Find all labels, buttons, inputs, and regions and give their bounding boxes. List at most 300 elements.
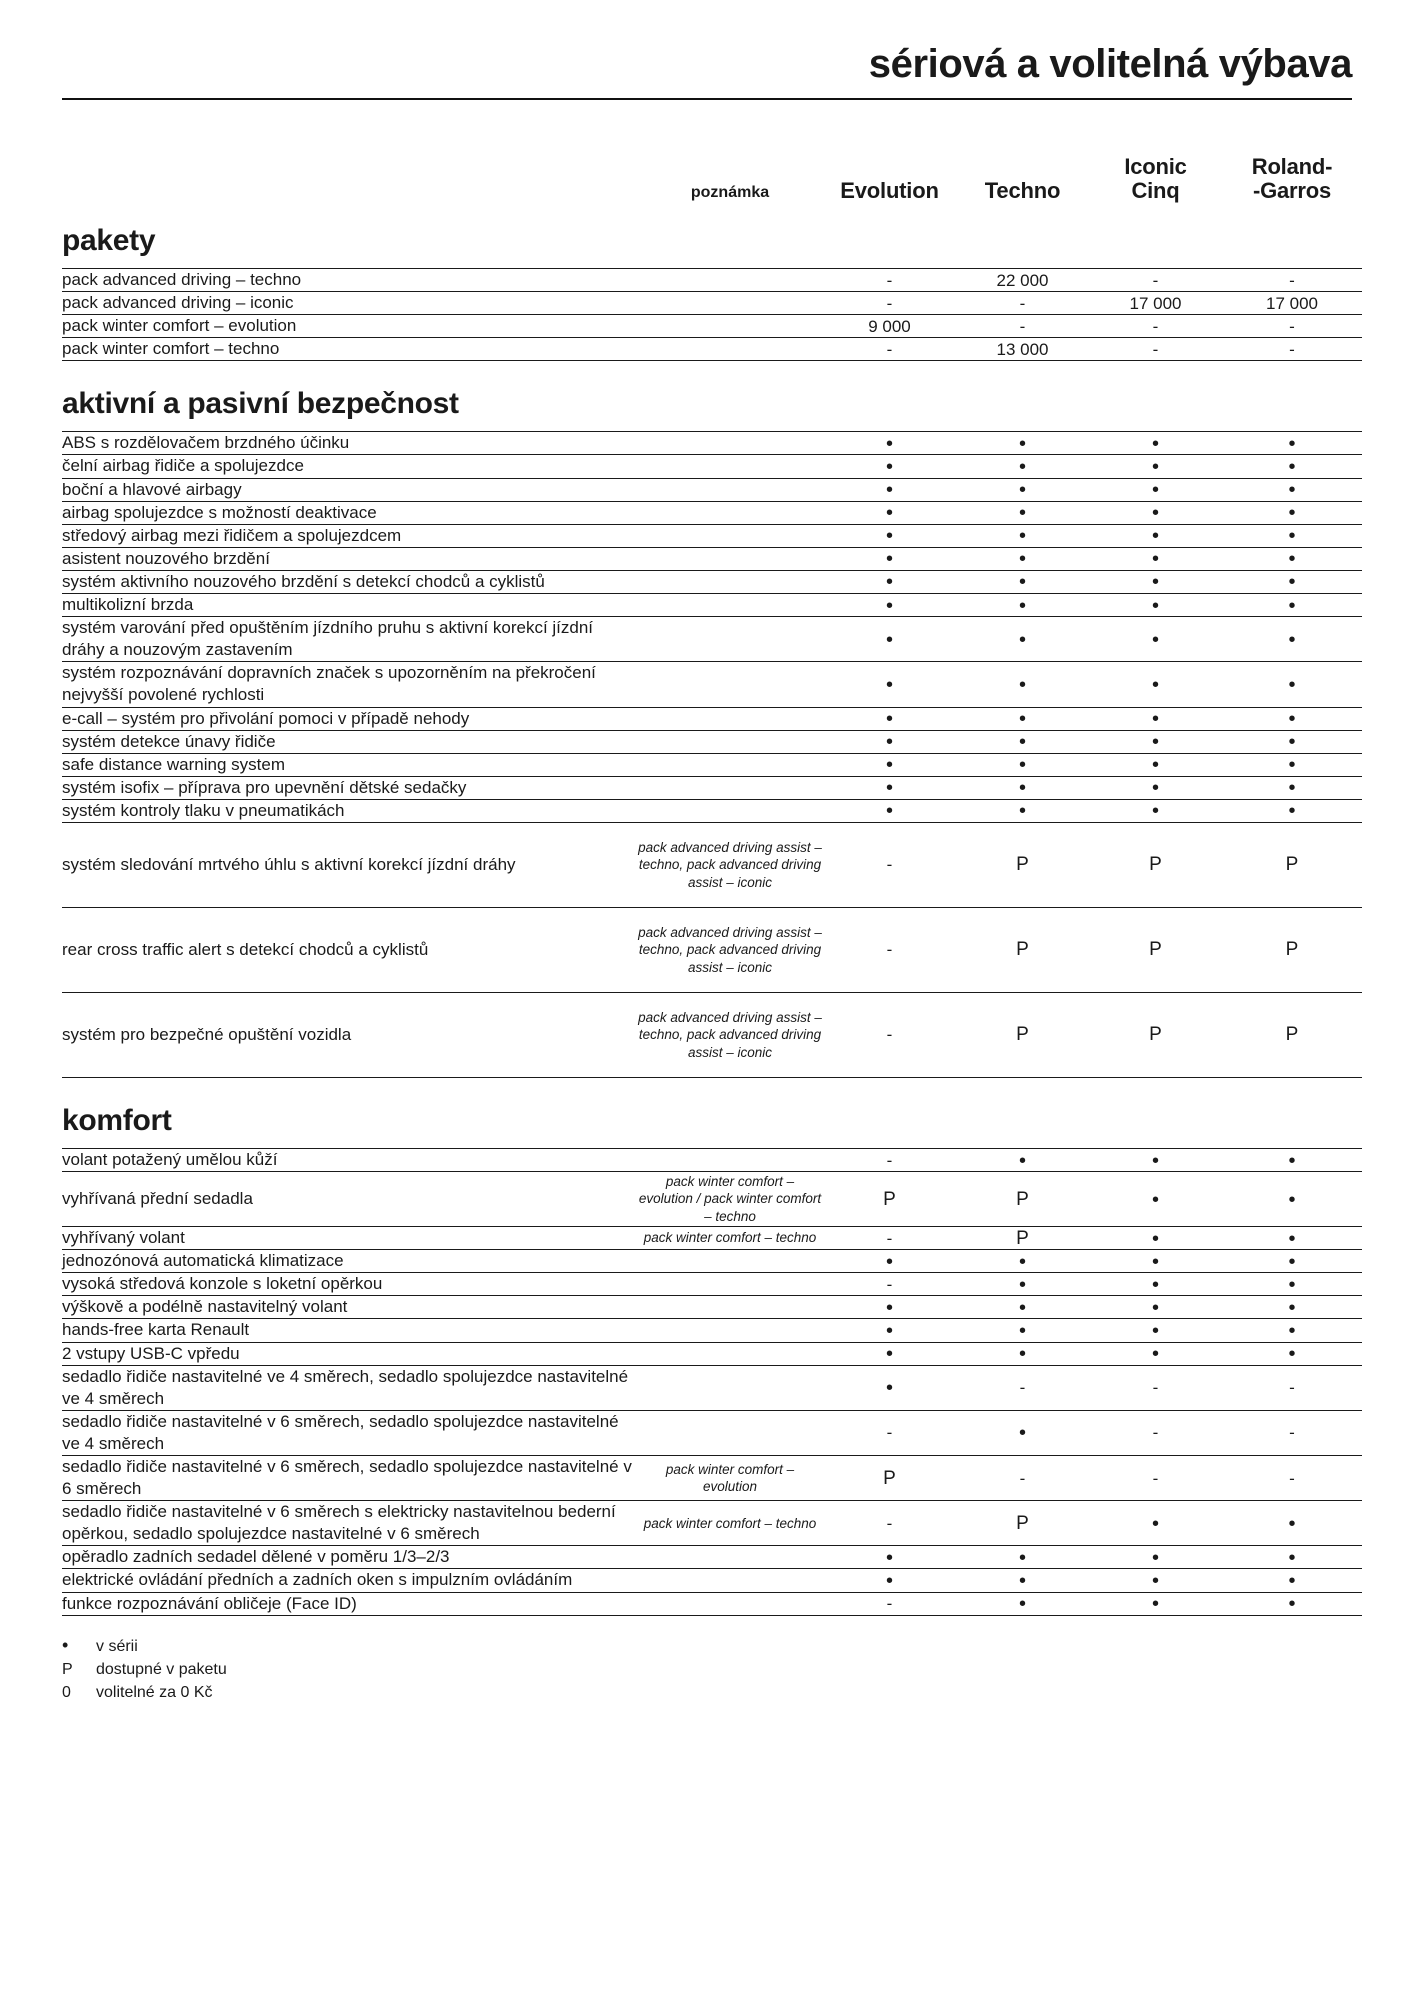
row-label: rear cross traffic alert s detekcí chodců a cyklistů xyxy=(62,907,637,992)
row-label: čelní airbag řidiče a spolujezdce xyxy=(62,455,637,478)
row-value-cell xyxy=(1222,570,1362,593)
row-value-cell xyxy=(1089,662,1222,707)
row-value-cell xyxy=(823,617,956,662)
cell-marker: • xyxy=(1151,456,1159,479)
table-row xyxy=(62,753,1362,776)
row-value-cell xyxy=(823,907,956,992)
cell-marker: • xyxy=(1151,754,1159,777)
cell-marker: 17 000 xyxy=(1266,293,1318,313)
cell-marker: • xyxy=(1288,628,1296,651)
cell-marker: • xyxy=(1018,800,1026,823)
row-value-cell xyxy=(1089,907,1222,992)
row-value-cell xyxy=(956,1273,1089,1296)
row-note xyxy=(637,455,823,478)
row-value-cell xyxy=(1089,269,1222,292)
row-label: vyhřívaný volant xyxy=(62,1227,637,1250)
row-value-cell xyxy=(956,617,1089,662)
legend-symbol: 0 xyxy=(62,1684,71,1702)
cell-marker: • xyxy=(885,1570,893,1593)
cell-marker: • xyxy=(1018,1422,1026,1445)
row-value-cell xyxy=(1089,1365,1222,1410)
row-value-cell xyxy=(1089,501,1222,524)
row-note xyxy=(637,1342,823,1365)
cell-marker: • xyxy=(1151,777,1159,800)
row-label: hands-free karta Renault xyxy=(62,1319,637,1342)
cell-marker: • xyxy=(1151,1343,1159,1366)
cell-marker: • xyxy=(1288,1546,1296,1569)
cell-marker: • xyxy=(1288,1593,1296,1616)
table-row xyxy=(62,524,1362,547)
row-note: pack advanced driving assist – techno, pack advanced driving assist – iconic xyxy=(637,907,823,992)
table-row xyxy=(62,338,1362,361)
cell-marker: • xyxy=(885,571,893,594)
legend-item xyxy=(62,1681,1352,1704)
row-value-cell xyxy=(1222,1456,1362,1501)
row-value-cell xyxy=(1089,992,1222,1077)
table-row xyxy=(62,1227,1362,1250)
cell-marker: - xyxy=(1019,316,1026,336)
row-value-cell xyxy=(1089,1273,1222,1296)
cell-marker: • xyxy=(1288,1227,1296,1250)
row-note xyxy=(637,524,823,547)
table-row xyxy=(62,1501,1362,1546)
row-note xyxy=(637,662,823,707)
row-note xyxy=(637,799,823,822)
row-value-cell xyxy=(823,707,956,730)
cell-marker: • xyxy=(1018,479,1026,502)
table-row xyxy=(62,1592,1362,1615)
row-value-cell xyxy=(1222,315,1362,338)
cell-marker: • xyxy=(885,432,893,455)
row-value-cell xyxy=(1089,292,1222,315)
cell-marker: P xyxy=(1016,1227,1029,1249)
legend-item xyxy=(62,1658,1352,1681)
row-value-cell xyxy=(823,524,956,547)
cell-marker: - xyxy=(886,1150,893,1170)
cell-marker: • xyxy=(1018,708,1026,731)
section-title-pakety: pakety xyxy=(62,224,156,257)
row-value-cell xyxy=(956,1342,1089,1365)
legend-text: v sérii xyxy=(96,1637,138,1655)
row-value-cell xyxy=(956,662,1089,707)
row-value-cell xyxy=(1089,432,1222,455)
cell-marker: • xyxy=(1151,673,1159,696)
row-label: funkce rozpoznávání obličeje (Face ID) xyxy=(62,1592,637,1615)
cell-marker: • xyxy=(1288,1188,1296,1211)
row-value-cell xyxy=(1222,547,1362,570)
row-value-cell xyxy=(1222,1319,1362,1342)
cell-marker: • xyxy=(885,456,893,479)
row-value-cell xyxy=(956,907,1089,992)
cell-marker: • xyxy=(1018,1273,1026,1296)
row-value-cell xyxy=(1089,1569,1222,1592)
cell-marker: • xyxy=(885,628,893,651)
cell-marker: - xyxy=(886,1025,893,1045)
row-value-cell xyxy=(823,1250,956,1273)
table-row xyxy=(62,570,1362,593)
row-value-cell xyxy=(823,501,956,524)
row-value-cell xyxy=(1089,1172,1222,1227)
cell-marker: • xyxy=(1018,1593,1026,1616)
cell-marker: • xyxy=(1018,1546,1026,1569)
cell-marker: • xyxy=(885,1343,893,1366)
spec-table-komfort xyxy=(62,1148,1362,1616)
row-value-cell xyxy=(1222,799,1362,822)
row-value-cell xyxy=(823,1172,956,1227)
cell-marker: • xyxy=(1288,754,1296,777)
row-note xyxy=(637,1296,823,1319)
row-value-cell xyxy=(1222,338,1362,361)
cell-marker: • xyxy=(1151,1296,1159,1319)
row-note xyxy=(637,547,823,570)
row-value-cell xyxy=(956,1172,1089,1227)
cell-marker: - xyxy=(1019,1468,1026,1488)
row-note: pack winter comfort – evolution xyxy=(637,1456,823,1501)
legend xyxy=(62,1616,1352,1705)
cell-marker: 9 000 xyxy=(868,316,911,336)
cell-marker: • xyxy=(1018,754,1026,777)
row-value-cell xyxy=(956,269,1089,292)
table-row xyxy=(62,1456,1362,1501)
column-header-evolution-line-1: Evolution xyxy=(840,178,939,204)
row-label: multikolizní brzda xyxy=(62,594,637,617)
row-label: opěradlo zadních sedadel dělené v poměru 1/3–2/3 xyxy=(62,1546,637,1569)
cell-marker: • xyxy=(1288,432,1296,455)
cell-marker: • xyxy=(885,1377,893,1400)
cell-marker: • xyxy=(1288,502,1296,525)
row-label: sedadlo řidiče nastavitelné v 6 směrech, sedadlo spolujezdce nastavitelné v 6 směrech xyxy=(62,1456,637,1501)
row-value-cell xyxy=(956,776,1089,799)
cell-marker: • xyxy=(885,731,893,754)
row-value-cell xyxy=(1089,1342,1222,1365)
row-value-cell xyxy=(1089,1319,1222,1342)
row-note xyxy=(637,501,823,524)
cell-marker: • xyxy=(885,548,893,571)
row-value-cell xyxy=(823,315,956,338)
row-value-cell xyxy=(1222,776,1362,799)
table-row xyxy=(62,1342,1362,1365)
cell-marker: • xyxy=(885,800,893,823)
cell-marker: • xyxy=(1288,1250,1296,1273)
row-value-cell xyxy=(823,292,956,315)
table-row xyxy=(62,455,1362,478)
row-value-cell xyxy=(956,1410,1089,1455)
section-title-komfort: komfort xyxy=(62,1103,172,1137)
row-value-cell xyxy=(823,992,956,1077)
cell-marker: • xyxy=(885,594,893,617)
row-label: sedadlo řidiče nastavitelné v 6 směrech s elektricky nastavitelnou bederní opěrkou, sedadlo spolujezdce nastavitelné v 6 směrech xyxy=(62,1501,637,1546)
cell-marker: • xyxy=(1288,1149,1296,1172)
row-value-cell xyxy=(956,292,1089,315)
row-value-cell xyxy=(823,547,956,570)
row-value-cell xyxy=(823,799,956,822)
row-value-cell xyxy=(1222,455,1362,478)
row-value-cell xyxy=(956,547,1089,570)
cell-marker: • xyxy=(1151,1593,1159,1616)
row-value-cell xyxy=(1222,1569,1362,1592)
cell-marker: • xyxy=(1288,673,1296,696)
row-value-cell xyxy=(1089,1227,1222,1250)
row-note xyxy=(637,1148,823,1171)
cell-marker: P xyxy=(1149,854,1162,876)
cell-marker: P xyxy=(1285,1024,1299,1046)
cell-marker: P xyxy=(1285,854,1299,876)
row-label: volant potažený umělou kůží xyxy=(62,1148,637,1171)
column-header-row xyxy=(62,100,1352,206)
row-value-cell xyxy=(1222,432,1362,455)
row-value-cell xyxy=(1222,501,1362,524)
row-value-cell xyxy=(823,1342,956,1365)
column-header-techno-line-1: Techno xyxy=(984,178,1061,204)
row-value-cell xyxy=(956,1148,1089,1171)
row-value-cell xyxy=(823,1148,956,1171)
row-label: pack advanced driving – iconic xyxy=(62,292,637,315)
table-row xyxy=(62,617,1362,662)
cell-marker: - xyxy=(1019,293,1026,313)
table-row xyxy=(62,1148,1362,1171)
cell-marker: • xyxy=(1018,1343,1026,1366)
page-title: sériová a volitelná výbava xyxy=(868,42,1352,86)
row-value-cell xyxy=(1089,1250,1222,1273)
cell-marker: • xyxy=(1288,731,1296,754)
row-value-cell xyxy=(1089,478,1222,501)
cell-marker: • xyxy=(1151,1570,1159,1593)
legend-symbol: P xyxy=(62,1660,73,1678)
row-value-cell xyxy=(1222,1365,1362,1410)
row-note xyxy=(637,730,823,753)
row-note xyxy=(637,753,823,776)
cell-marker: • xyxy=(1018,777,1026,800)
cell-marker: • xyxy=(1151,731,1159,754)
row-note xyxy=(637,617,823,662)
row-value-cell xyxy=(956,1296,1089,1319)
table-row xyxy=(62,1410,1362,1455)
cell-marker: • xyxy=(1288,777,1296,800)
row-note xyxy=(637,1273,823,1296)
cell-marker: P xyxy=(883,1467,896,1489)
cell-marker: • xyxy=(1018,1250,1026,1273)
row-value-cell xyxy=(956,730,1089,753)
row-value-cell xyxy=(1222,1592,1362,1615)
row-value-cell xyxy=(823,1319,956,1342)
cell-marker: P xyxy=(1149,1024,1162,1046)
cell-marker: • xyxy=(1288,456,1296,479)
table-row xyxy=(62,1319,1362,1342)
cell-marker: - xyxy=(886,1594,893,1614)
cell-marker: • xyxy=(1018,1319,1026,1342)
row-label: safe distance warning system xyxy=(62,753,637,776)
row-value-cell xyxy=(1222,1501,1362,1546)
row-value-cell xyxy=(823,478,956,501)
row-value-cell xyxy=(823,1227,956,1250)
table-row xyxy=(62,594,1362,617)
cell-marker: • xyxy=(1151,548,1159,571)
cell-marker: - xyxy=(1152,316,1159,336)
row-value-cell xyxy=(1089,315,1222,338)
cell-marker: P xyxy=(1016,939,1029,961)
row-value-cell xyxy=(956,992,1089,1077)
row-label: pack advanced driving – techno xyxy=(62,269,637,292)
row-value-cell xyxy=(956,1227,1089,1250)
row-value-cell xyxy=(1222,478,1362,501)
cell-marker: • xyxy=(1151,479,1159,502)
cell-marker: • xyxy=(1151,1149,1159,1172)
row-label: systém aktivního nouzového brzdění s detekcí chodců a cyklistů xyxy=(62,570,637,593)
row-value-cell xyxy=(823,1296,956,1319)
cell-marker: • xyxy=(1151,594,1159,617)
row-value-cell xyxy=(1089,338,1222,361)
row-value-cell xyxy=(823,662,956,707)
row-label: výškově a podélně nastavitelný volant xyxy=(62,1296,637,1319)
row-value-cell xyxy=(956,1365,1089,1410)
row-value-cell xyxy=(1089,594,1222,617)
cell-marker: • xyxy=(1018,731,1026,754)
row-value-cell xyxy=(956,594,1089,617)
cell-marker: P xyxy=(1149,939,1162,961)
cell-marker: • xyxy=(1288,548,1296,571)
row-value-cell xyxy=(956,1592,1089,1615)
row-note xyxy=(637,1365,823,1410)
row-value-cell xyxy=(1222,1227,1362,1250)
row-value-cell xyxy=(956,822,1089,907)
cell-marker: • xyxy=(1018,1149,1026,1172)
row-value-cell xyxy=(1222,1172,1362,1227)
cell-marker: - xyxy=(1152,1468,1159,1488)
cell-marker: • xyxy=(1151,800,1159,823)
cell-marker: • xyxy=(1288,800,1296,823)
section-title-bezpecnost: aktivní a pasivní bezpečnost xyxy=(62,387,459,421)
row-value-cell xyxy=(1222,1296,1362,1319)
row-value-cell xyxy=(1222,1546,1362,1569)
title-block xyxy=(62,0,1352,100)
cell-marker: • xyxy=(1288,1570,1296,1593)
row-value-cell xyxy=(1089,1456,1222,1501)
cell-marker: - xyxy=(1289,1423,1295,1443)
cell-marker: • xyxy=(885,777,893,800)
cell-marker: • xyxy=(1151,502,1159,525)
row-value-cell xyxy=(1222,292,1362,315)
row-note: pack advanced driving assist – techno, pack advanced driving assist – iconic xyxy=(637,822,823,907)
row-value-cell xyxy=(1222,1273,1362,1296)
row-note xyxy=(637,478,823,501)
row-label: ABS s rozdělovačem brzdného účinku xyxy=(62,432,637,455)
table-row xyxy=(62,478,1362,501)
row-value-cell xyxy=(823,432,956,455)
row-value-cell xyxy=(1089,570,1222,593)
row-note xyxy=(637,1592,823,1615)
row-note: pack winter comfort – evolution / pack winter comfort – techno xyxy=(637,1172,823,1227)
row-value-cell xyxy=(956,570,1089,593)
cell-marker: • xyxy=(885,673,893,696)
row-value-cell xyxy=(956,799,1089,822)
row-value-cell xyxy=(1089,707,1222,730)
row-value-cell xyxy=(1222,662,1362,707)
cell-marker: • xyxy=(1288,479,1296,502)
row-label: systém kontroly tlaku v pneumatikách xyxy=(62,799,637,822)
column-header-roland-garros-line-2: -Garros xyxy=(1252,178,1332,204)
row-note xyxy=(637,338,823,361)
cell-marker: • xyxy=(1151,1319,1159,1342)
row-value-cell xyxy=(1222,707,1362,730)
cell-marker: P xyxy=(1016,1512,1029,1534)
cell-marker: - xyxy=(1289,270,1295,290)
cell-marker: • xyxy=(885,1250,893,1273)
table-row xyxy=(62,292,1362,315)
table-row xyxy=(62,822,1362,907)
row-value-cell xyxy=(1222,753,1362,776)
cell-marker: • xyxy=(885,1319,893,1342)
row-value-cell xyxy=(956,1319,1089,1342)
row-value-cell xyxy=(956,501,1089,524)
row-label: jednozónová automatická klimatizace xyxy=(62,1250,637,1273)
column-header-iconic-cinq-line-1: Iconic xyxy=(1124,153,1187,179)
row-value-cell xyxy=(956,524,1089,547)
cell-marker: - xyxy=(886,1513,893,1533)
cell-marker: • xyxy=(1018,1296,1026,1319)
table-row xyxy=(62,730,1362,753)
cell-marker: • xyxy=(1018,502,1026,525)
row-value-cell xyxy=(823,1569,956,1592)
cell-marker: - xyxy=(1289,1468,1295,1488)
cell-marker: • xyxy=(885,754,893,777)
row-value-cell xyxy=(1089,524,1222,547)
cell-marker: • xyxy=(885,1296,893,1319)
cell-marker: - xyxy=(1289,339,1295,359)
row-note xyxy=(637,269,823,292)
bullet-icon: • xyxy=(62,1634,69,1655)
cell-marker: - xyxy=(886,270,893,290)
cell-marker: • xyxy=(1018,571,1026,594)
row-value-cell xyxy=(823,1410,956,1455)
row-label: středový airbag mezi řidičem a spolujezdcem xyxy=(62,524,637,547)
cell-marker: - xyxy=(1152,339,1159,359)
row-value-cell xyxy=(1222,1342,1362,1365)
cell-marker: • xyxy=(1288,1319,1296,1342)
cell-marker: • xyxy=(885,708,893,731)
row-value-cell xyxy=(1089,1501,1222,1546)
cell-marker: • xyxy=(1018,594,1026,617)
column-header-note: poznámka xyxy=(690,184,770,201)
cell-marker: • xyxy=(1151,1512,1159,1535)
cell-marker: - xyxy=(1152,1378,1159,1398)
row-value-cell xyxy=(1222,617,1362,662)
row-label: systém detekce únavy řidiče xyxy=(62,730,637,753)
cell-marker: • xyxy=(1018,456,1026,479)
row-note xyxy=(637,292,823,315)
row-value-cell xyxy=(823,730,956,753)
row-label: vysoká středová konzole s loketní opěrkou xyxy=(62,1273,637,1296)
cell-marker: • xyxy=(1151,1227,1159,1250)
row-label: systém sledování mrtvého úhlu s aktivní korekcí jízdní dráhy xyxy=(62,822,637,907)
row-label: pack winter comfort – techno xyxy=(62,338,637,361)
cell-marker: • xyxy=(1151,1250,1159,1273)
table-row xyxy=(62,432,1362,455)
legend-symbol xyxy=(62,1632,96,1658)
row-value-cell xyxy=(956,1569,1089,1592)
row-value-cell xyxy=(1089,1592,1222,1615)
row-value-cell xyxy=(823,1273,956,1296)
cell-marker: - xyxy=(886,293,893,313)
row-label: asistent nouzového brzdění xyxy=(62,547,637,570)
table-row xyxy=(62,662,1362,707)
row-value-cell xyxy=(956,1501,1089,1546)
table-row xyxy=(62,1365,1362,1410)
row-value-cell xyxy=(956,455,1089,478)
column-header-roland-garros xyxy=(1222,155,1362,206)
row-value-cell xyxy=(823,1501,956,1546)
row-label: sedadlo řidiče nastavitelné v 6 směrech, sedadlo spolujezdce nastavitelné ve 4 směrech xyxy=(62,1410,637,1455)
row-value-cell xyxy=(823,1456,956,1501)
